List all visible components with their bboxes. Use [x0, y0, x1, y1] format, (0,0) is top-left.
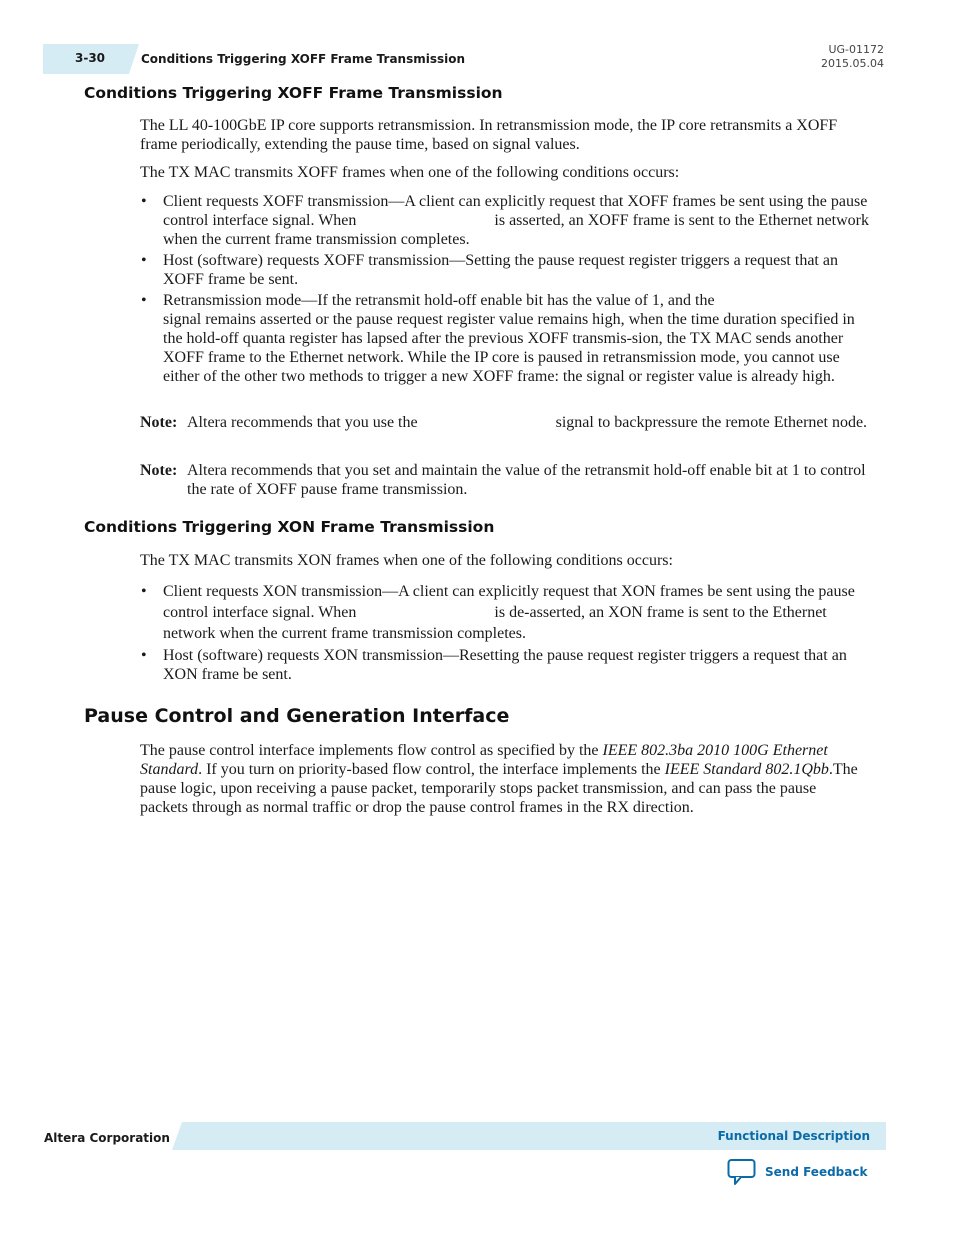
list-item: • Client requests XON transmission—A client can explicitly request that XON frames be sent using the pause control interface signal. When is de-asserted, an XON frame is sent to the Ethernet network when the current frame transmission completes. [140, 581, 870, 644]
section-heading-xon: Conditions Triggering XON Frame Transmission [84, 518, 495, 536]
xon-condition-list [140, 581, 870, 684]
xoff-lead: The TX MAC transmits XOFF frames when one of the following conditions occurs: [140, 164, 680, 181]
section-heading-pause: Pause Control and Generation Interface [84, 705, 510, 727]
page-number: 3-30 [75, 51, 106, 65]
xon-lead: The TX MAC transmits XON frames when one of the following conditions occurs: [140, 552, 673, 569]
document-id [821, 43, 884, 71]
send-feedback-link[interactable] [727, 1158, 867, 1186]
footer-section-link[interactable]: Functional Description [717, 1129, 870, 1143]
section-heading-xoff: Conditions Triggering XOFF Frame Transmission [84, 84, 503, 102]
list-item: • Client requests XOFF transmission—A client can explicitly request that XOFF frames be sent using the pause control interface signal. When is asserted, an XOFF frame is sent to the Ethernet network when the current frame transmission completes. [140, 192, 870, 249]
list-item: • Retransmission mode—If the retransmit hold-off enable bit has the value of 1, and the signal remains asserted or the pause request register value remains high, when the time duration specified in the hold-off quanta register has lapsed after the previous XOFF transmis-sion, the TX MAC sends another XOFF frame to the Ethernet network. While the IP core is paused in retransmission mode, you cannot use either of the other two methods to trigger a new XOFF frame: the signal or register value is already high. [140, 291, 870, 386]
pause-paragraph: The pause control interface implements flow control as specified by the IEEE 802.3ba 2010 100G Ethernet Standard. If you turn on priority-based flow control, the interface implements the IEEE Standard 802.1Qbb.The pause logic, upon receiving a pause packet, temporarily stops packet transmission, and can pass the pause packets through as normal traffic or drop the pause control frames in the RX direction. [140, 742, 858, 816]
xoff-intro: The LL 40-100GbE IP core supports retransmission. In retransmission mode, the IP core retransmits a XOFF frame periodically, extending the pause time, based on signal values. [140, 117, 838, 153]
send-feedback-label: Send Feedback [765, 1165, 868, 1179]
list-item: • Host (software) requests XOFF transmission—Setting the pause request register triggers a request that an XOFF frame be sent. [140, 251, 870, 289]
note-holdoff: Note: Altera recommends that you set and maintain the value of the retransmit hold-off enable bit at 1 to control the rate of XOFF pause frame transmission. [140, 462, 866, 498]
doc-date: 2015.05.04 [821, 57, 884, 70]
speech-bubble-icon [727, 1158, 757, 1186]
standard-reference: IEEE 802.3ba 2010 100G Ethernet Standard [140, 742, 828, 778]
xoff-condition-list [140, 192, 870, 386]
list-item: • Host (software) requests XON transmission—Resetting the pause request register triggers a request that an XON frame be sent. [140, 646, 870, 684]
note-backpressure: Note: Altera recommends that you use the signal to backpressure the remote Ethernet node. [140, 414, 868, 431]
standard-reference: IEEE Standard 802.1Qbb [664, 761, 829, 778]
running-title: Conditions Triggering XOFF Frame Transmission [141, 52, 466, 66]
footer-company: Altera Corporation [44, 1131, 170, 1145]
doc-id: UG-01172 [828, 43, 884, 56]
